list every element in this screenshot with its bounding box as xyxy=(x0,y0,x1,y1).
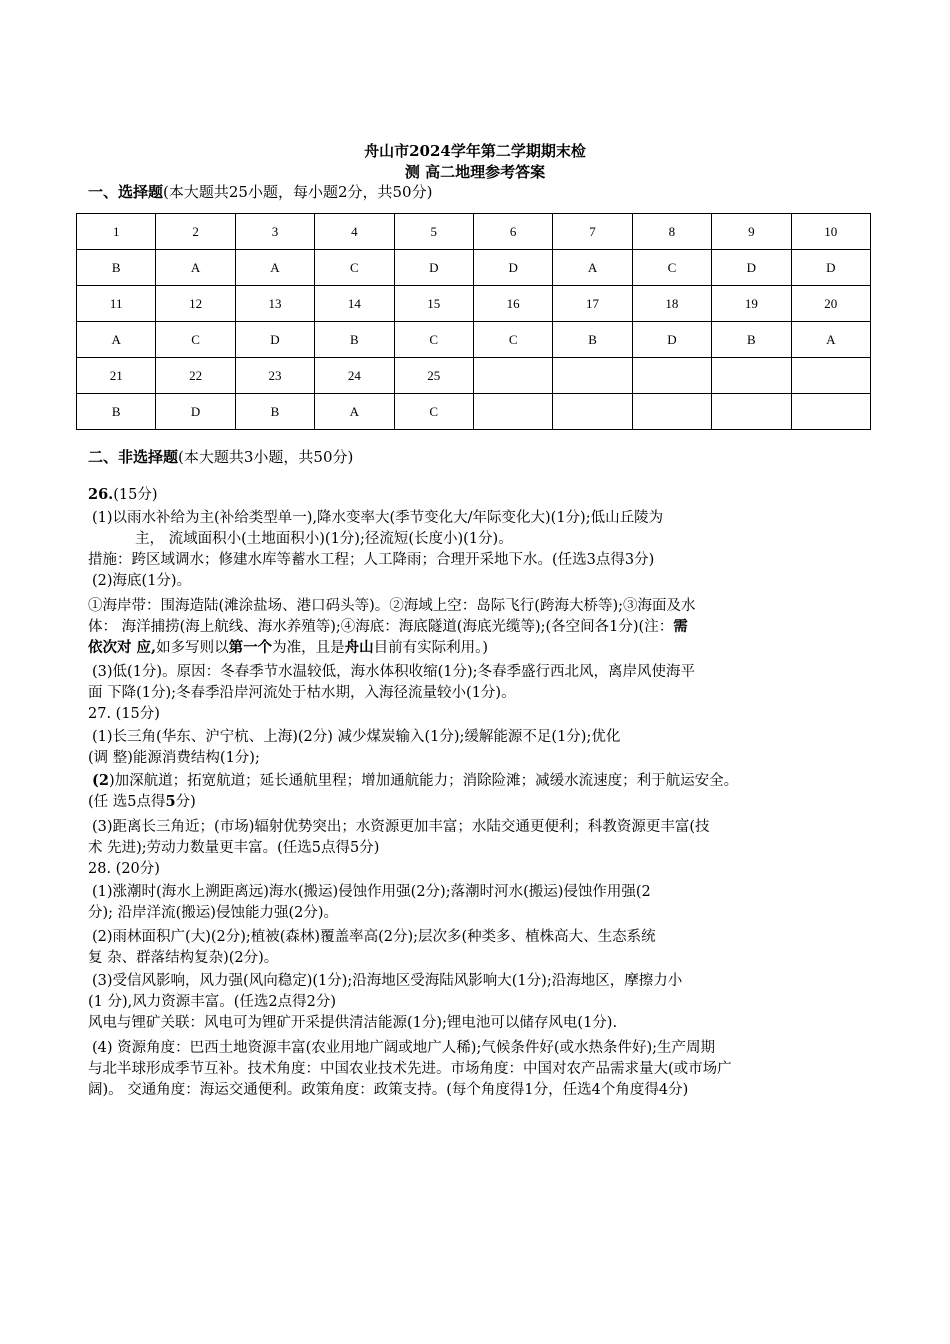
question-number-cell: 25 xyxy=(394,358,473,394)
question-number-cell: 21 xyxy=(77,358,156,394)
q28-line4: 复 杂、群落结构复杂)(2分)。 xyxy=(88,950,279,966)
q27-line3-bold: (2 xyxy=(92,772,109,789)
answer-cell xyxy=(473,394,552,430)
q26-line7-bold-e: 舟山 xyxy=(344,639,374,656)
q27-line4 xyxy=(88,792,878,812)
question-number-cell: 24 xyxy=(315,358,394,394)
answer-cell: C xyxy=(315,250,394,286)
question-number-cell: 11 xyxy=(77,286,156,322)
q27-line4-text-c: 分) xyxy=(175,794,196,810)
question-number-cell: 16 xyxy=(473,286,552,322)
question-number-cell: 5 xyxy=(394,214,473,250)
answer-cell: B xyxy=(77,394,156,430)
question-number-cell: 17 xyxy=(553,286,632,322)
q26-line7 xyxy=(88,638,878,658)
question-number-cell: 23 xyxy=(235,358,314,394)
answer-cell xyxy=(632,394,711,430)
answer-table xyxy=(76,213,871,430)
answer-cell: A xyxy=(553,250,632,286)
answer-cell: A xyxy=(235,250,314,286)
section1-label: 一、选择题 xyxy=(88,183,164,201)
question-number-cell: 22 xyxy=(156,358,235,394)
q26-line7-text-d: 为准，且是 xyxy=(272,640,345,656)
answer-cell: A xyxy=(77,322,156,358)
answer-cell: D xyxy=(791,250,870,286)
q28-line2: 分); 沿岸洋流(搬运)侵蚀能力强(2分)。 xyxy=(88,905,339,921)
question-number-cell: 6 xyxy=(473,214,552,250)
answer-cell: D xyxy=(473,250,552,286)
q28-line6: (1 分),风力资源丰富。(任选2点得2分) xyxy=(88,994,337,1010)
q26-line6 xyxy=(88,617,878,637)
answer-cell: C xyxy=(394,322,473,358)
answer-cell xyxy=(791,394,870,430)
q27-heading: 27. (15分) xyxy=(88,706,160,722)
answer-cell: B xyxy=(315,322,394,358)
question-number-cell: 10 xyxy=(791,214,870,250)
answer-cell: C xyxy=(632,250,711,286)
q28-line10: 阔)。 交通角度：海运交通便利。政策角度：政策支持。(每个角度得1分，任选4个角度得4分) xyxy=(88,1082,689,1098)
q27-line4-text-a: (任 选5点得 xyxy=(88,794,166,810)
answer-cell: A xyxy=(791,322,870,358)
q26-line3: 措施：跨区域调水；修建水库等蓄水工程；人工降雨；合理开采地下水。(任选3点得3分) xyxy=(88,552,655,568)
q26-line5: ①海岸带：围海造陆(滩涂盐场、港口码头等)。②海域上空：岛际飞行(跨海大桥等);③海面及水 xyxy=(88,598,696,614)
q27-line1: (1)长三角(华东、沪宁杭、上海)(2分) 减少煤炭输入(1分);缓解能源不足(1分);优化 xyxy=(92,729,621,745)
q27-line6: 术 先进);劳动力数量更丰富。(任选5点得5分) xyxy=(88,840,380,856)
q26-score: (15分) xyxy=(113,487,158,503)
q27-line3 xyxy=(92,771,882,791)
answer-row xyxy=(77,322,871,358)
answer-cell: B xyxy=(553,322,632,358)
section2-label: 二、非选择题 xyxy=(88,448,179,466)
q26-heading xyxy=(88,485,878,505)
question-number-cell: 3 xyxy=(235,214,314,250)
answer-row xyxy=(77,250,871,286)
q28-line3: (2)雨林面积广(大)(2分);植被(森林)覆盖率高(2分);层次多(种类多、植株高大、生态系统 xyxy=(92,929,656,945)
section2-note: (本大题共3小题，共50分) xyxy=(178,448,354,466)
answer-cell: B xyxy=(235,394,314,430)
question-number-cell xyxy=(791,358,870,394)
question-number-cell: 12 xyxy=(156,286,235,322)
question-number-row xyxy=(77,286,871,322)
question-number-cell: 4 xyxy=(315,214,394,250)
q26-line7-text-b: 如多写则以 xyxy=(156,640,229,656)
section1-heading xyxy=(88,182,432,202)
question-number-row xyxy=(77,214,871,250)
answer-cell: D xyxy=(394,250,473,286)
answer-cell: D xyxy=(156,394,235,430)
answer-cell xyxy=(553,394,632,430)
q26-line7-text-f: 目前有实际利用。) xyxy=(373,640,489,656)
answer-cell: A xyxy=(315,394,394,430)
question-number-cell: 15 xyxy=(394,286,473,322)
answer-cell: A xyxy=(156,250,235,286)
q26-line2: 主， 流域面积小(土地面积小)(1分);径流短(长度小)(1分)。 xyxy=(135,531,513,547)
question-number-row xyxy=(77,358,871,394)
answer-cell: C xyxy=(473,322,552,358)
q28-line9: 与北半球形成季节互补。技术角度：中国农业技术先进。市场角度：中国对农产品需求量大(或市场广 xyxy=(88,1061,732,1077)
section1-note: (本大题共25小题，每小题2分，共50分) xyxy=(163,183,433,201)
q26-line4: (2)海底(1分)。 xyxy=(92,573,192,589)
q26-number: 26. xyxy=(88,486,114,503)
answer-cell: C xyxy=(394,394,473,430)
question-number-cell xyxy=(473,358,552,394)
question-number-cell: 14 xyxy=(315,286,394,322)
question-number-cell xyxy=(632,358,711,394)
q27-line4-bold: 5 xyxy=(165,793,176,810)
q26-line7-bold-c: 第一个 xyxy=(228,639,273,656)
answer-cell: D xyxy=(235,322,314,358)
question-number-cell: 20 xyxy=(791,286,870,322)
q27-line5: (3)距离长三角近；(市场)辐射优势突出；水资源更加丰富；水陆交通更便利；科教资源更丰富(技 xyxy=(92,819,710,835)
answer-cell xyxy=(712,394,791,430)
document-title-line1: 舟山市2024学年第二学期期末检 xyxy=(364,142,586,160)
question-number-cell: 19 xyxy=(712,286,791,322)
question-number-cell xyxy=(712,358,791,394)
answer-cell: D xyxy=(632,322,711,358)
q26-line9: 面 下降(1分);冬春季沿岸河流处于枯水期，入海径流量较小(1分)。 xyxy=(88,685,516,701)
q28-line1: (1)涨潮时(海水上溯距离远)海水(搬运)侵蚀作用强(2分);落潮时河水(搬运)侵蚀作用强(2 xyxy=(92,884,651,900)
q28-line5: (3)受信风影响，风力强(风向稳定)(1分);沿海地区受海陆风影响大(1分);沿海地区，摩擦力小 xyxy=(92,973,683,989)
question-number-cell xyxy=(553,358,632,394)
section2-heading xyxy=(88,447,353,467)
question-number-cell: 7 xyxy=(553,214,632,250)
q26-line6-bold: 需 xyxy=(673,618,688,635)
q26-line1: (1)以雨水补给为主(补给类型单一),降水变率大(季节变化大/年际变化大)(1分);低山丘陵为 xyxy=(92,510,664,526)
q27-line2: (调 整)能源消费结构(1分); xyxy=(88,750,260,766)
question-number-cell: 9 xyxy=(712,214,791,250)
document-title-line2: 测 高二地理参考答案 xyxy=(404,163,546,181)
q26-line7-bold-a: 依次对 应, xyxy=(88,639,157,656)
q28-heading: 28. (20分) xyxy=(88,861,160,877)
q26-line6-text: 体： 海洋捕捞(海上航线、海水养殖等);④海底：海底隧道(海底光缆等);(各空间各1分)(注： xyxy=(88,619,674,635)
question-number-cell: 1 xyxy=(77,214,156,250)
question-number-cell: 18 xyxy=(632,286,711,322)
q28-line7: 风电与锂矿关联：风电可为锂矿开采提供清洁能源(1分);锂电池可以储存风电(1分). xyxy=(88,1015,618,1031)
answer-row xyxy=(77,394,871,430)
q27-line3-text: )加深航道；拓宽航道；延长通航里程；增加通航能力；消除险滩；减缓水流速度；利于航运安全。 xyxy=(108,773,739,789)
answer-cell: B xyxy=(77,250,156,286)
question-number-cell: 8 xyxy=(632,214,711,250)
question-number-cell: 2 xyxy=(156,214,235,250)
answer-cell: D xyxy=(712,250,791,286)
q28-line8: (4) 资源角度：巴西土地资源丰富(农业用地广阔或地广人稀);气候条件好(或水热条件好);生产周期 xyxy=(92,1040,716,1056)
question-number-cell: 13 xyxy=(235,286,314,322)
answer-cell: B xyxy=(712,322,791,358)
q26-line8: (3)低(1分)。原因：冬春季节水温较低，海水体积收缩(1分);冬春季盛行西北风，离岸风使海平 xyxy=(92,664,695,680)
answer-cell: C xyxy=(156,322,235,358)
